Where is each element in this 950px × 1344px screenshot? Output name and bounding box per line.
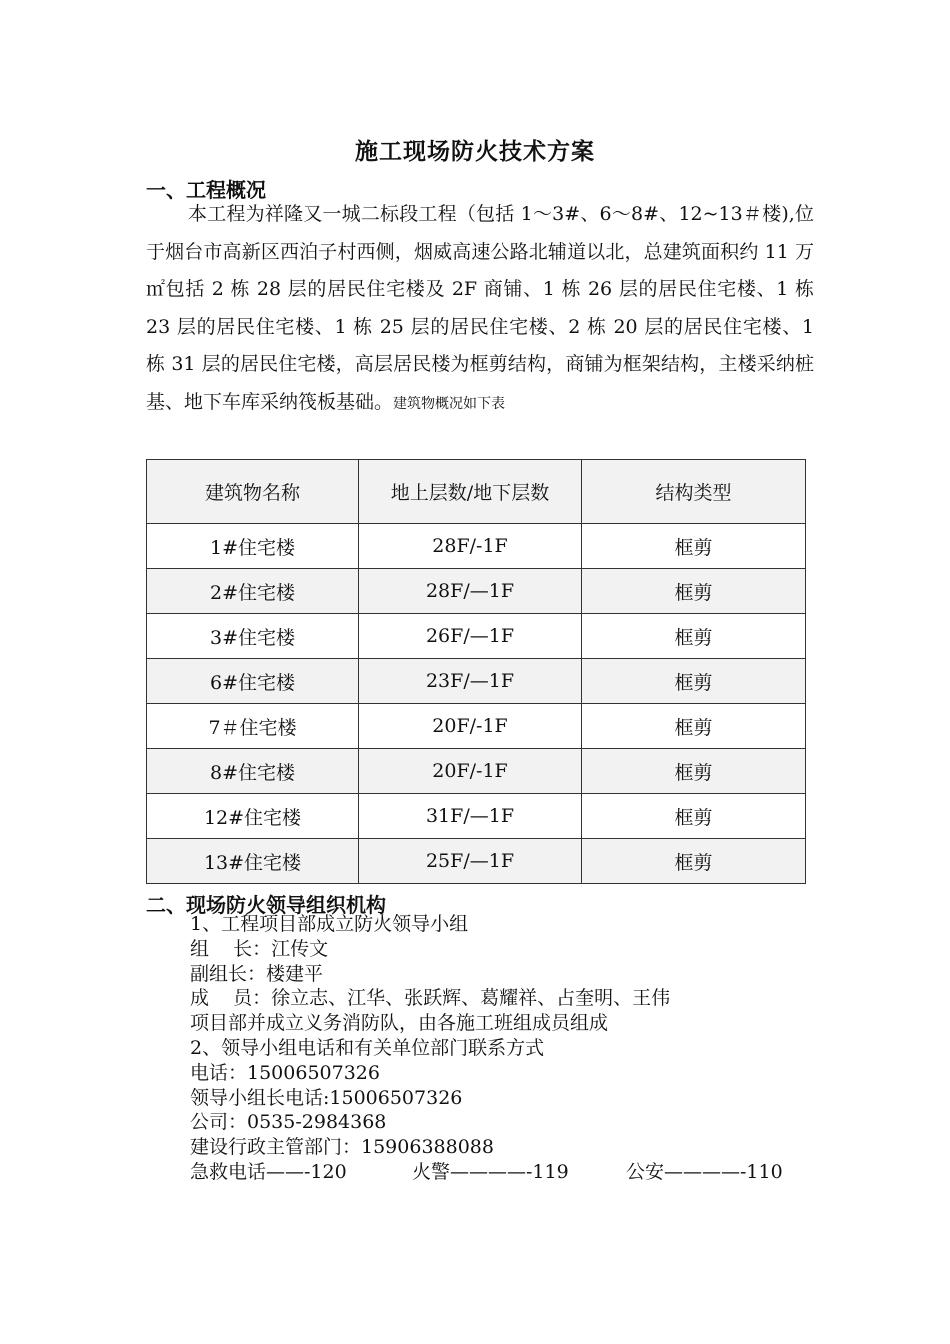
- header-structure: 结构类型: [582, 460, 806, 524]
- line-item: 成 员：徐立志、江华、张跃辉、葛耀祥、占奎明、王伟: [190, 987, 671, 1010]
- cell-floors: 26F/—1F: [359, 614, 582, 659]
- table-header-row: [147, 460, 806, 524]
- line-item: 项目部并成立义务消防队，由各施工班组成员组成: [190, 1012, 609, 1035]
- cell-floors: 25F/—1F: [359, 839, 582, 884]
- cell-building: 1#住宅楼: [147, 524, 359, 569]
- cell-structure: 框剪: [582, 749, 806, 794]
- cell-structure: 框剪: [582, 794, 806, 839]
- cell-building: 6#住宅楼: [147, 659, 359, 704]
- emergency-fire: 火警————-119: [412, 1160, 569, 1183]
- cell-building: 7＃住宅楼: [147, 704, 359, 749]
- section1-heading: 一、工程概况: [146, 178, 266, 202]
- cell-structure: 框剪: [582, 524, 806, 569]
- emergency-line: [190, 1160, 783, 1185]
- table-row: [147, 794, 806, 839]
- line-item: 副组长：楼建平: [190, 962, 324, 985]
- line-item: 组 长：江传文: [190, 937, 329, 960]
- organization-lines: [190, 912, 783, 1185]
- section2-heading: 二、现场防火领导组织机构: [146, 893, 386, 917]
- document-title: 施工现场防火技术方案: [355, 138, 595, 165]
- line-item: 2、领导小组电话和有关单位部门联系方式: [190, 1036, 545, 1059]
- cell-building: 3#住宅楼: [147, 614, 359, 659]
- table-caption: 建筑物概况如下表: [393, 395, 506, 412]
- cell-floors: 28F/-1F: [359, 524, 582, 569]
- building-table: [146, 459, 806, 884]
- cell-floors: 20F/-1F: [359, 704, 582, 749]
- line-item: 领导小组长电话:15006507326: [190, 1086, 463, 1109]
- header-floors: 地上层数/地下层数: [359, 460, 582, 524]
- line-item: 1、工程项目部成立防火领导小组: [190, 913, 469, 935]
- cell-floors: 23F/—1F: [359, 659, 582, 704]
- cell-building: 13#住宅楼: [147, 839, 359, 884]
- emergency-first-aid: 急救电话——-120: [190, 1160, 347, 1183]
- cell-building: 12#住宅楼: [147, 794, 359, 839]
- cell-floors: 20F/-1F: [359, 749, 582, 794]
- cell-building: 8#住宅楼: [147, 749, 359, 794]
- table-row: [147, 614, 806, 659]
- cell-floors: 31F/—1F: [359, 794, 582, 839]
- table-row: [147, 749, 806, 794]
- line-item: 公司：0535-2984368: [190, 1111, 387, 1134]
- cell-structure: 框剪: [582, 569, 806, 614]
- line-item: 建设行政主管部门：15906388088: [190, 1136, 494, 1159]
- cell-structure: 框剪: [582, 614, 806, 659]
- cell-structure: 框剪: [582, 704, 806, 749]
- overview-text: 本工程为祥隆又一城二标段工程（包括 1～3#、6～8#、12~13＃楼),位于烟台市高新区西泊子村西侧，烟威高速公路北辅道以北，总建筑面积约 11 万㎡包括 2 栋 28 层的居民住宅楼及 2F 商铺、1 栋 26 层的居民住宅楼、1 栋 23 层的居民住宅楼、1 栋 25 层的居民住宅楼、2 栋 20 层的居民住宅楼、1 栋 31 层的居民住宅楼，高层居民楼为框剪结构，商铺为框架结构，主楼采纳桩基、地下车库采纳筏板基础。: [146, 203, 814, 413]
- table-row: [147, 704, 806, 749]
- cell-building: 2#住宅楼: [147, 569, 359, 614]
- header-building-name: 建筑物名称: [147, 460, 359, 524]
- table-row: [147, 839, 806, 884]
- cell-structure: 框剪: [582, 839, 806, 884]
- table-row: [147, 569, 806, 614]
- table-row: [147, 659, 806, 704]
- line-item: 电话：15006507326: [190, 1061, 380, 1084]
- cell-floors: 28F/—1F: [359, 569, 582, 614]
- section1-paragraph: [146, 196, 814, 423]
- cell-structure: 框剪: [582, 659, 806, 704]
- emergency-police: 公安————-110: [626, 1160, 783, 1183]
- table-row: [147, 524, 806, 569]
